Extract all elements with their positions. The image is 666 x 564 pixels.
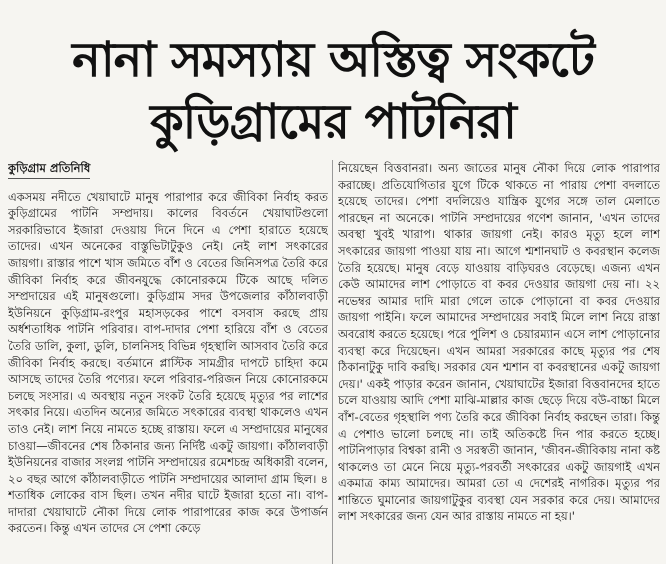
article-left-column (8, 160, 328, 564)
right-column-text: নিয়েছেন বিত্তবানরা। অন্য জাতের মানুষ নৌকা দিয়ে লোক পারাপার করাচ্ছে। প্রতিযোগিতার যুগে টিকে থাকতে না পারায় পেশা বদলাতে হয়েছে তাদের। পেশা বদলিয়েও যান্ত্রিক যুগের সঙ্গে তাল মেলাতে পারছেন না অনেকে। পাটনি সম্প্রদায়ের গণেশ জানান, 'এখন তাদের অবস্থা খুবই খারাপ। থাকার জায়গা নেই। কারও মৃত্যু হলে লাশ সৎকারের জায়গা পাওয়া যায় না। আগে শ্মশানঘাট ও কবরস্থান কলেজ তৈরি হয়েছে। মানুষ বেড়ে যাওয়ায় বাড়িঘরও বেড়েছে। এজন্য এখন কেউ আমাদের লাশ পোড়াতে বা কবর দেওয়ার জায়গা দেয় না। ২২ নভেম্বর আমার দাদি মারা গেলে তাকে পোড়ানো বা কবর দেওয়ার জায়গা পাইনি। ফলে আমাদের সম্প্রদায়ের সবাই মিলে লাশ নিয়ে রাস্তা অবরোধ করতে হয়েছে। পরে পুলিশ ও চেয়ারম্যান এসে লাশ পোড়ানোর ব্যবস্থা করে দিয়েছেন। এখন আমরা সরকারের কাছে মৃত্যুর পর শেষ ঠিকানাটুকু দাবি করছি। সরকার যেন শ্মশান বা কবরস্থানের একটু জায়গা দেয়।' একই পাড়ার করেন জানান, খেয়াঘাটের ইজারা বিত্তবানদের হাতে চলে যাওয়ায় আদি পেশা মাঝি-মাল্লার কাজ ছেড়ে দিয়ে বউ-বাচ্চা মিলে বাঁশ-বেতের গৃহস্থালি পণ্য তৈরি করে জীবিকা নির্বাহ করছেন তারা। কিন্তু এ পেশাও ভালো চলছে না। তাই অতিকষ্টে দিন পার করতে হচ্ছে। পাটনিপাড়ার বিশ্বকা রানী ও সরস্বতী জানান, 'জীবন-জীবিকায় নানা কষ্ট থাকলেও তা মেনে নিয়ে মৃত্যু-পরবর্তী সৎকারের একটু জায়গাই এখন একমাত্র কাম্য আমাদের। আমরা তো এ দেশেরই নাগরিক। মৃত্যুর পর শান্তিতে ঘুমানোর জায়গাটুকুর ব্যবস্থা যেন সরকার করে দেয়। আমাদের লাশ সৎকারের জন্য যেন আর রাস্তায় নামতে না হয়।' (338, 161, 660, 524)
article-right-column (338, 160, 660, 564)
left-column-text: একসময় নদীতে খেয়াঘাটে মানুষ পারাপার করে জীবিকা নির্বাহ করত কুড়িগ্রামের পাটনি সম্প্রদায়। কালের বিবর্তনে খেয়াঘাটগুলো সরকারিভাবে ইজারা দেওয়ায় দিনে দিনে এ পেশা হারাতে হয়েছে তাদের। এখন অনেকের বাস্তুভিটাটুকুও নেই। নেই লাশ সৎকারের জায়গা। রাস্তার পাশে খাস জমিতে বাঁশ ও বেতের জিনিসপত্র তৈরি করে জীবিকা নির্বাহ করে জীবনযুদ্ধে কোনোরকমে টিকে আছে দলিত সম্প্রদায়ের এই মানুষগুলো। কুড়িগ্রাম সদর উপজেলার কাঁঠালবাড়ী ইউনিয়নে কুড়িগ্রাম-রংপুর মহাসড়কের পাশে বসবাস করছে প্রায় অর্ধশতাধিক পাটনি পরিবার। বাপ-দাদার পেশা হারিয়ে বাঁশ ও বেতের তৈরি ডালি, কুলা, ডুলি, চালনিসহ বিভিন্ন গৃহস্থালি আসবাব তৈরি করে জীবিকা নির্বাহ করছে। বর্তমানে প্লাস্টিক সামগ্রীর দাপটে চাহিদা কমে আসছে তাদের তৈরি পণ্যের। ফলে পরিবার-পরিজন নিয়ে কোনোরকমে চলছে সংসার। এ অবস্থায় নতুন সংকট তৈরি হয়েছে মৃত্যুর পর লাশের সৎকার নিয়ে। এতদিন অন্যের জমিতে সৎকারের ব্যবস্থা থাকলেও এখন তাও নেই। লাশ নিয়ে নামতে হচ্ছে রাস্তায়। ফলে এ সম্প্রদায়ের মানুষের চাওয়া—জীবনের শেষ ঠিকানার জন্য নির্দিষ্ট একটু জায়গা। কাঁঠালবাড়ী ইউনিয়নের বাজার সংলগ্ন পাটনি সম্প্রদায়ের রমেশচন্দ্র অধিকারী বলেন, ২০ বছর আগে কাঁঠালবাড়ীতে পাটনি সম্প্রদায়ের আলাদা গ্রাম ছিল। ৪ শতাধিক লোকের বাস ছিল। তখন নদীর ঘাটে ইজারা হতো না। বাপ-দাদারা খেয়াঘাটে নৌকা দিয়ে লোক পারাপারের কাজ করে উপার্জন করতেন। কিন্তু এখন তাদের সে পেশা কেড়ে (8, 189, 328, 536)
byline: কুড়িগ্রাম প্রতিনিধি (8, 160, 90, 179)
headline-line-1: নানা সমস্যায় অস্তিত্ব সংকটে (72, 32, 594, 88)
column-divider (332, 160, 333, 564)
headline-line-2: কুড়িগ্রামের পাটনিরা (150, 94, 516, 150)
